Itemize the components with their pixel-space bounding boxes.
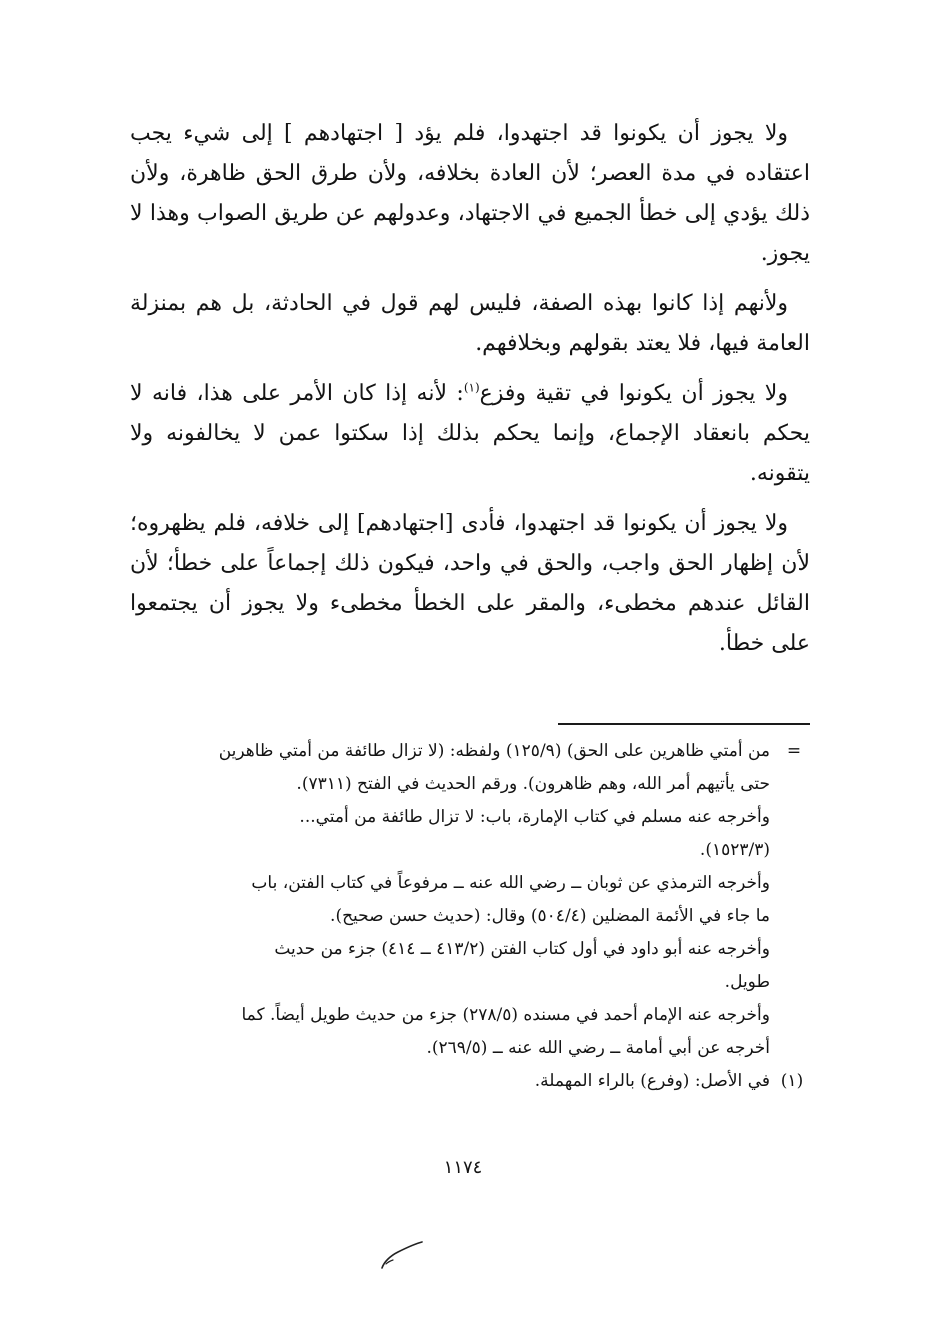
footnote-reference[interactable]: (١) <box>463 380 480 395</box>
footnote-continuation <box>130 735 810 1065</box>
main-text <box>130 114 810 674</box>
footnote-line: (١٥٢٣/٣). <box>699 840 770 860</box>
paragraph-4: ولا يجوز أن يكونوا قد اجتهدوا، فأدى [اجتهادهم] إلى خلافه، فلم يظهروه؛ لأن إظهار الحق واجب، والحق في واحد، فيكون ذلك إجماعاً على خطأ؛ لأن القائل عندهم مخطىء، والمقر على الخطأ مخطىء ولا يجوز أن يجتمعوا على خطأ. <box>130 511 810 656</box>
footnote-separator <box>558 723 810 725</box>
footnote-1 <box>130 1065 810 1098</box>
pen-stroke-mark <box>378 1238 428 1272</box>
continuation-marker: = <box>786 741 802 761</box>
footnote-line: ما جاء في الأئمة المضلين (٥٠٤/٤) وقال: (حديث حسن صحيح). <box>330 906 770 926</box>
footnote-number: (١) <box>780 1071 804 1091</box>
footnote-line: حتى يأتيهم أمر الله، وهم ظاهرون). ورقم الحديث في الفتح (٧٣١١). <box>296 774 770 794</box>
footnote-line: وأخرجه عنه الإمام أحمد في مسنده (٢٧٨/٥) جزء من حديث طويل أيضاً. كما <box>241 1005 770 1025</box>
paragraph-3 <box>130 374 810 494</box>
footnote-line: وأخرجه عنه مسلم في كتاب الإمارة، باب: لا تزال طائفة من أمتي... <box>299 807 770 827</box>
paragraph-2: ولأنهم إذا كانوا بهذه الصفة، فليس لهم قول في الحادثة، بل هم بمنزلة العامة فيها، فلا يعتد بقولهم وبخلافهم. <box>130 291 810 356</box>
page-number: ١١٧٤ <box>443 1157 483 1178</box>
footnote-line: طويل. <box>724 972 770 992</box>
footnote-text: في الأصل: (وفرع) بالراء المهملة. <box>534 1071 770 1091</box>
footnote-line: وأخرجه عنه أبو داود في أول كتاب الفتن (٤١٣/٢ ــ ٤١٤) جزء من حديث <box>274 939 770 959</box>
footnotes <box>130 735 810 1098</box>
footnote-line: وأخرجه الترمذي عن ثوبان ــ رضي الله عنه ــ مرفوعاً في كتاب الفتن، باب <box>251 873 770 893</box>
footnote-line: أخرجه عن أبي أمامة ــ رضي الله عنه ــ (٢٦٩/٥). <box>426 1038 770 1058</box>
paragraph-3-end: : لأنه إذا كان الأمر على هذا، فانه لا يحكم بانعقاد الإجماع، وإنما يحكم بذلك إذا سكتوا عمن لا يخالفونه ولا يتقونه. <box>130 381 810 486</box>
paragraph-1: ولا يجوز أن يكونوا قد اجتهدوا، فلم يؤد [ اجتهادهم ] إلى شيء يجب اعتقاده في مدة العصر؛ لأن العادة بخلافه، ولأن طرق الحق ظاهرة، ولأن ذلك يؤدي إلى خطأ الجميع في الاجتهاد، وعدولهم عن طريق الصواب وهذا لا يجوز. <box>130 121 810 266</box>
paragraph-3-start: ولا يجوز أن يكونوا في تقية وفزع <box>479 381 788 406</box>
footnote-line: من أمتي ظاهرين على الحق) (١٢٥/٩) ولفظه: (لا تزال طائفة من أمتي ظاهرين <box>218 741 770 761</box>
